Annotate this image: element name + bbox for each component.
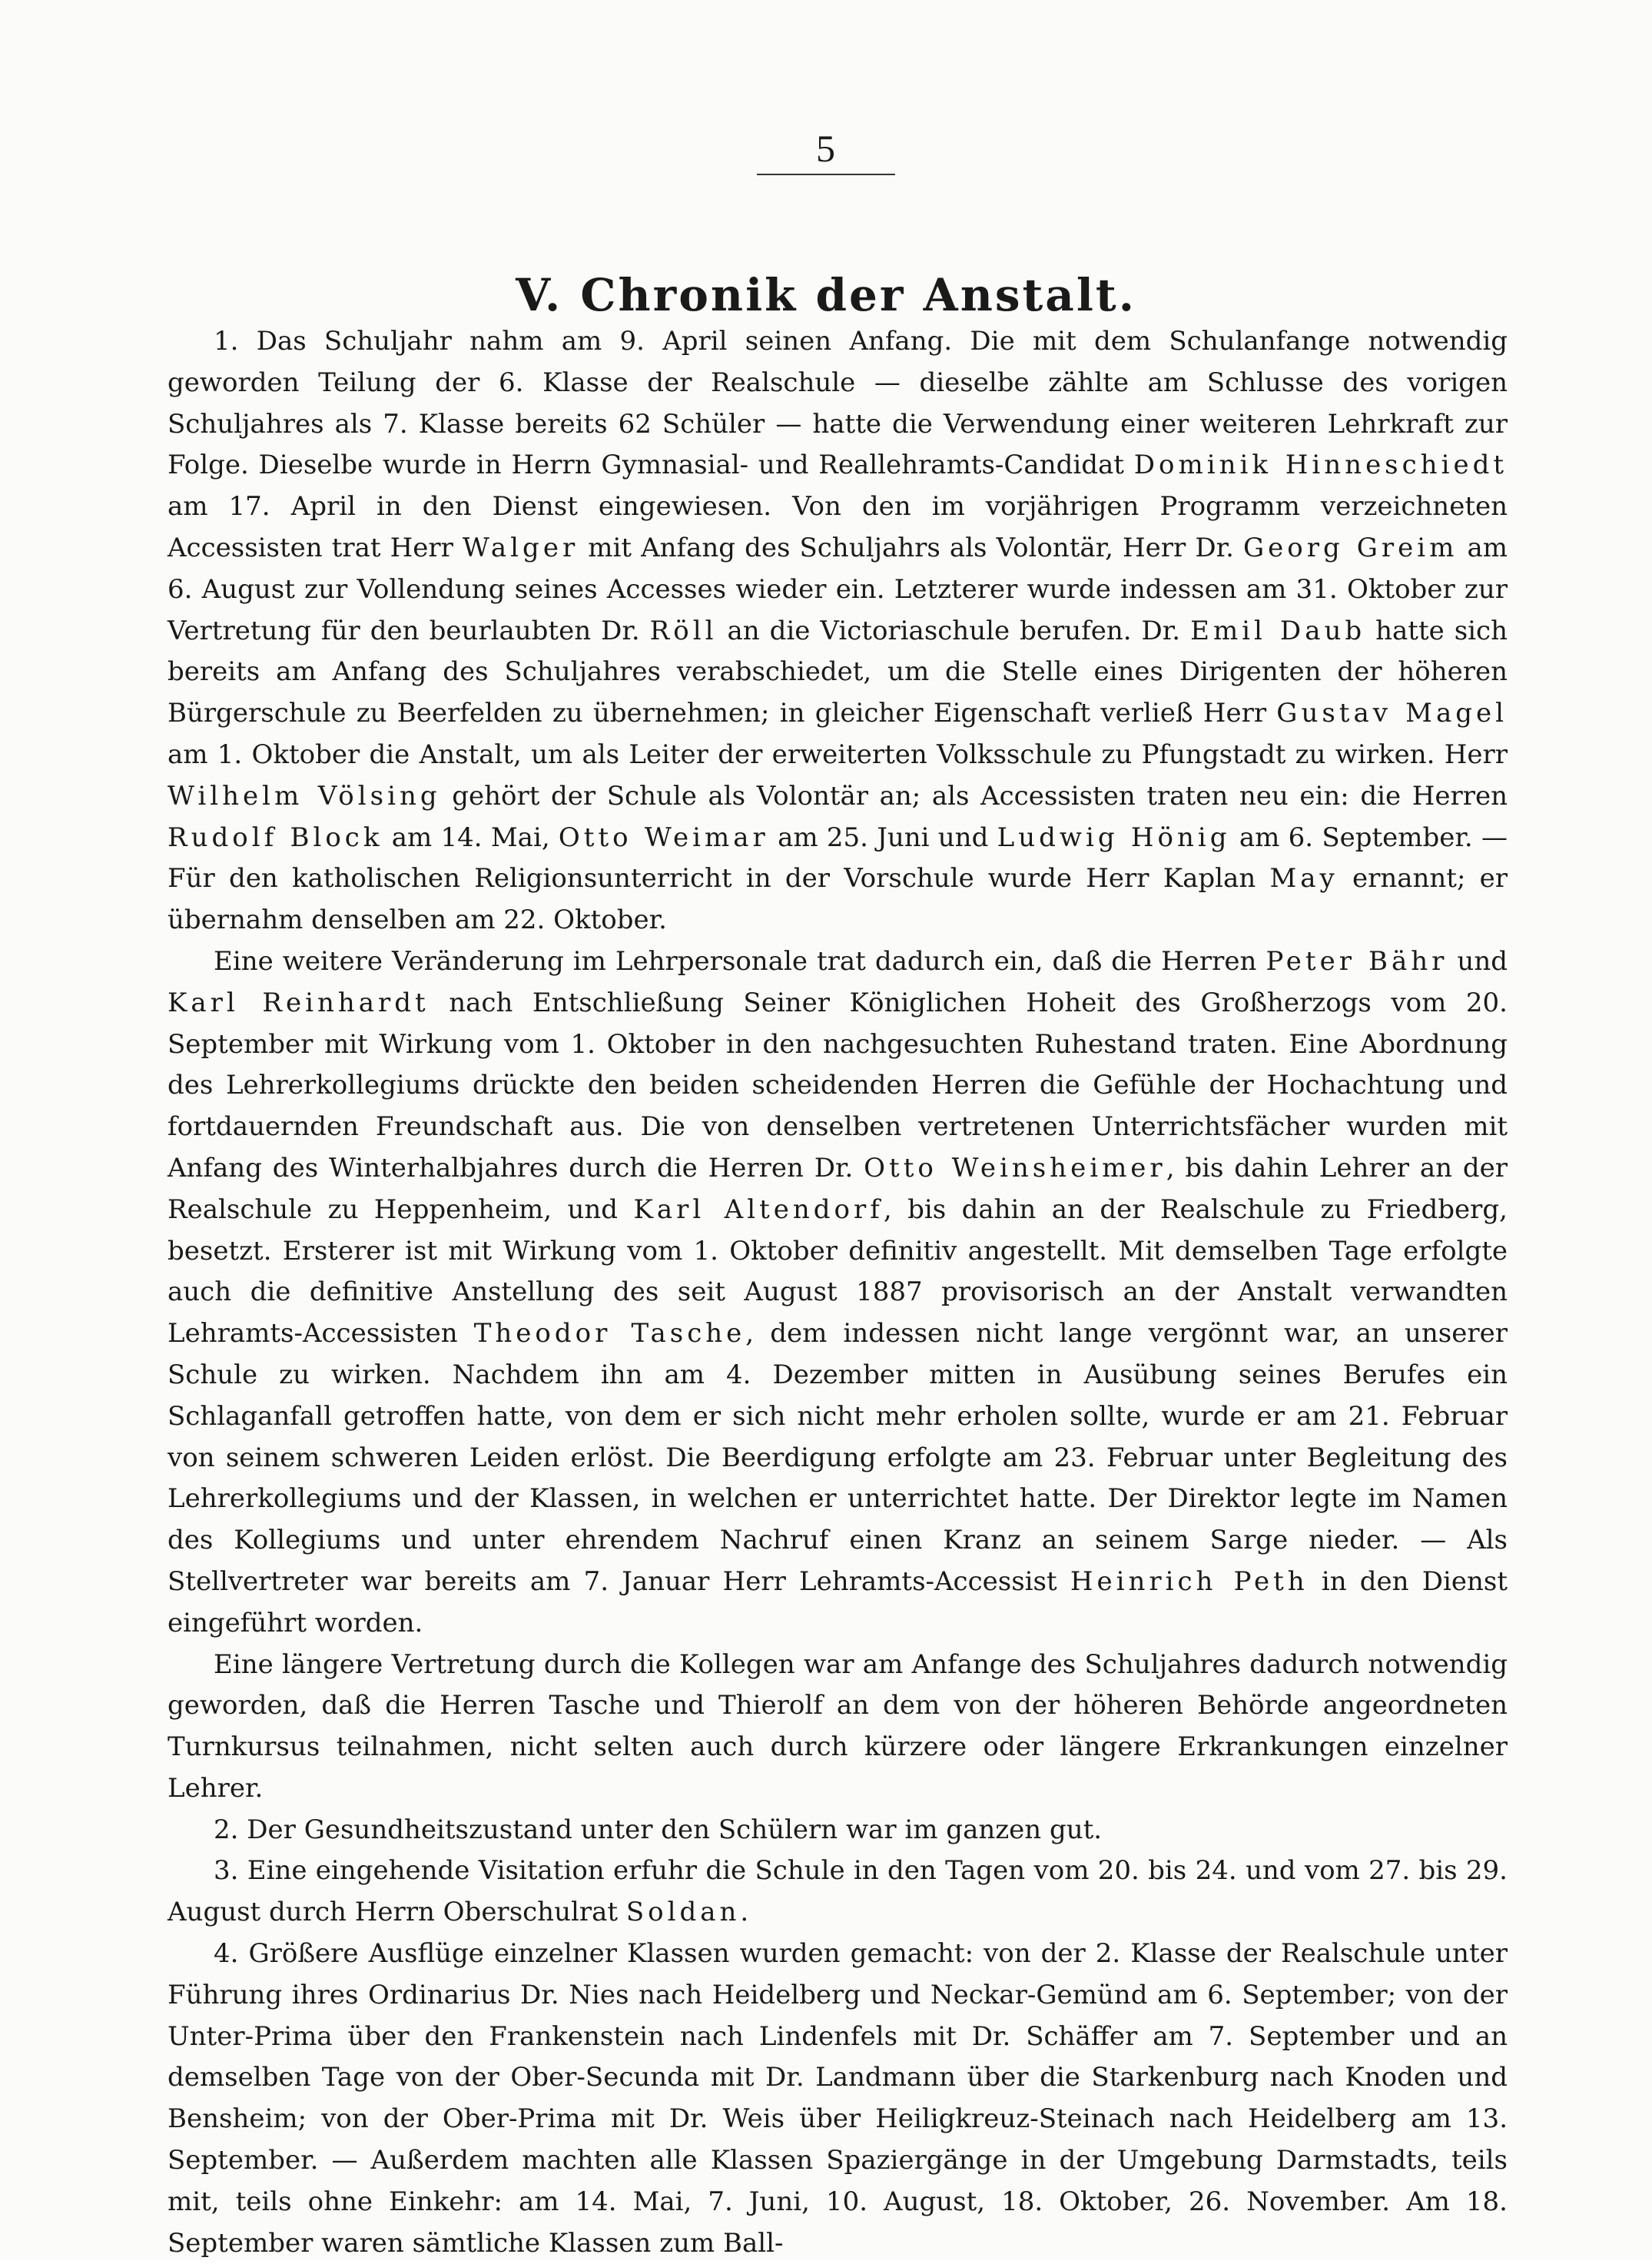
spaced-name: Gustav Magel	[1276, 698, 1508, 729]
text-run: gehört der Schule als Volontär an; als Accessisten traten neu ein: die Herren	[440, 780, 1508, 812]
spaced-name: Ludwig Hönig	[997, 822, 1231, 853]
text-run: am 6. August zur Vollendung seines Accesses wieder ein. Letzterer wurde indessen am 31. Oktober zur Vertretung für den beurlaubten Dr.	[168, 532, 1508, 646]
section-title: V. Chronik der Anstalt.	[516, 268, 1136, 321]
text-run: an die Victoriaschule berufen. Dr.	[717, 615, 1191, 646]
text-run: Eine längere Vertretung durch die Kollegen war am Anfange des Schuljahres dadurch notwendig geworden, daß die Herren Tasche und Thierolf an dem von der höheren Behörde angeordneten Turnkursus teilnahmen, nicht selten auch durch kürzere oder längere Erkrankungen einzelner Lehrer.	[168, 1648, 1508, 1804]
paragraph	[168, 1934, 1508, 2264]
text-run: am 14. Mai,	[383, 822, 559, 853]
paragraph	[168, 321, 1508, 941]
text-run: am 17. April in den Dienst eingewiesen. Von den im vorjährigen Programm verzeichneten Accessisten trat Herr	[168, 491, 1508, 563]
text-run: 2. Der Gesundheitszustand unter den Schülern war im ganzen gut.	[214, 1814, 1103, 1845]
text-run: 4. Größere Ausflüge einzelner Klassen wurden gemacht: von der 2. Klasse der Realschule unter Führung ihres Ordinarius Dr. Nies nach Heidelberg und Neckar-Gemünd am 6. September; von der Unter-Prima über den Frankenstein nach Lindenfels mit Dr. Schäffer am 7. September und an demselben Tage von der Ober-Secunda mit Dr. Landmann über die Starkenburg nach Knoden und Bensheim; von der Ober-Prima mit Dr. Weis über Heiligkreuz-Steinach nach Heidelberg am 13. September. — Außerdem machten alle Klassen Spaziergänge in der Umgebung Darmstadts, teils mit, teils ohne Einkehr: am 14. Mai, 7. Juni, 10. August, 18. Oktober, 26. November. Am 18. September waren sämtliche Klassen zum Ball-	[168, 1938, 1508, 2259]
spaced-name: Karl Reinhardt	[168, 987, 430, 1018]
spaced-name: Otto Weinsheimer	[864, 1152, 1166, 1183]
spaced-name: Walger	[462, 532, 579, 563]
text-run: , bis dahin Lehrer an der Realschule zu Heppenheim, und	[168, 1152, 1508, 1225]
spaced-name: May	[1269, 863, 1339, 895]
text-run: am 25. Juni und	[768, 822, 997, 853]
spaced-name: Otto Weimar	[558, 822, 769, 853]
text-run: .	[740, 1897, 749, 1928]
spaced-name: Heinrich Peth	[1070, 1565, 1309, 1597]
body-text	[168, 321, 1508, 2264]
page-number: 5	[816, 127, 836, 170]
paragraph	[168, 1645, 1508, 1810]
spaced-name: Rudolf Block	[168, 822, 383, 853]
spaced-name: Theodor Tasche	[473, 1318, 746, 1349]
text-run: Eine weitere Veränderung im Lehrpersonale trat dadurch ein, daß die Herren	[214, 945, 1266, 977]
spaced-name: Karl Altendorf	[633, 1193, 884, 1225]
text-run: , dem indessen nicht lange vergönnt war, an unserer Schule zu wirken. Nachdem ihn am 4. Dezember mitten in Ausübung seines Berufes ein Schlaganfall getroffen hatte, von dem er sich nicht mehr erholen sollte, wurde er am 21. Februar von seinem schweren Leiden erlöst. Die Beerdigung erfolgte am 23. Februar unter Begleitung des Lehrerkollegiums und der Klassen, in welchen er unterrichtet hatte. Der Direktor legte im Namen des Kollegiums und unter ehrendem Nachruf einen Kranz an seinem Sarge nieder. — Als Stellvertreter war bereits am 7. Januar Herr Lehramts-Accessist	[168, 1318, 1508, 1597]
spaced-name: Peter Bähr	[1266, 945, 1448, 977]
text-run: nach Entschließung Seiner Königlichen Hoheit des Großherzogs vom 20. September mit Wirkung vom 1. Oktober in den nachgesuchten Ruhestand traten. Eine Abordnung des Lehrerkollegiums drückte den beiden scheidenden Herren die Gefühle der Hochachtung und fortdauernden Freundschaft aus. Die von denselben vertretenen Unterrichtsfächer wurden mit Anfang des Winterhalbjahres durch die Herren Dr.	[168, 987, 1508, 1183]
text-run: am 6. September. — Für den katholischen Religionsunterricht in der Vorschule wurde Herr Kaplan	[168, 822, 1508, 895]
spaced-name: Soldan	[625, 1897, 741, 1928]
text-run: , bis dahin an der Realschule zu Friedberg, besetzt. Ersterer ist mit Wirkung vom 1. Oktober definitiv angestellt. Mit demselben Tage erfolgte auch die definitive Anstellung des seit August 1887 provisorisch an der Anstalt verwandten Lehramts-Accessisten	[168, 1193, 1508, 1349]
paragraph	[168, 1810, 1508, 1851]
spaced-name: Emil Daub	[1190, 615, 1366, 646]
text-run: 1. Das Schuljahr nahm am 9. April seinen Anfang. Die mit dem Schulanfange notwendig geworden Teilung der 6. Klasse der Realschule — dieselbe zählte am Schlusse des vorigen Schuljahres als 7. Klasse bereits 62 Schüler — hatte die Verwendung einer weiteren Lehrkraft zur Folge. Dieselbe wurde in Herrn Gymnasial- und Reallehramts-Candidat	[168, 326, 1508, 481]
spaced-name: Georg Greim	[1242, 532, 1458, 563]
text-run: ernannt; er übernahm denselben am 22. Oktober.	[168, 863, 1508, 936]
spaced-name: Wilhelm Völsing	[168, 780, 441, 812]
spaced-name: Röll	[649, 615, 718, 646]
text-run: mit Anfang des Schuljahrs als Volontär, Herr Dr.	[579, 532, 1243, 563]
text-run: am 1. Oktober die Anstalt, um als Leiter der erweiterten Volksschule zu Pfungstadt zu wirken. Herr	[168, 739, 1508, 770]
page-number-rule	[757, 174, 895, 175]
text-run: und	[1448, 945, 1508, 977]
spaced-name: Dominik Hinneschiedt	[1133, 450, 1508, 481]
text-run: in den Dienst eingeführt worden.	[168, 1565, 1508, 1638]
paragraph	[168, 1851, 1508, 1934]
text-run: 3. Eine eingehende Visitation erfuhr die Schule in den Tagen vom 20. bis 24. und vom 27. bis 29. August durch Herrn Oberschulrat	[168, 1855, 1508, 1928]
paragraph	[168, 941, 1508, 1645]
text-run: hatte sich bereits am Anfang des Schuljahres verabschiedet, um die Stelle eines Dirigenten der höheren Bürgerschule zu Beerfelden zu übernehmen; in gleicher Eigenschaft verließ Herr	[168, 615, 1508, 729]
